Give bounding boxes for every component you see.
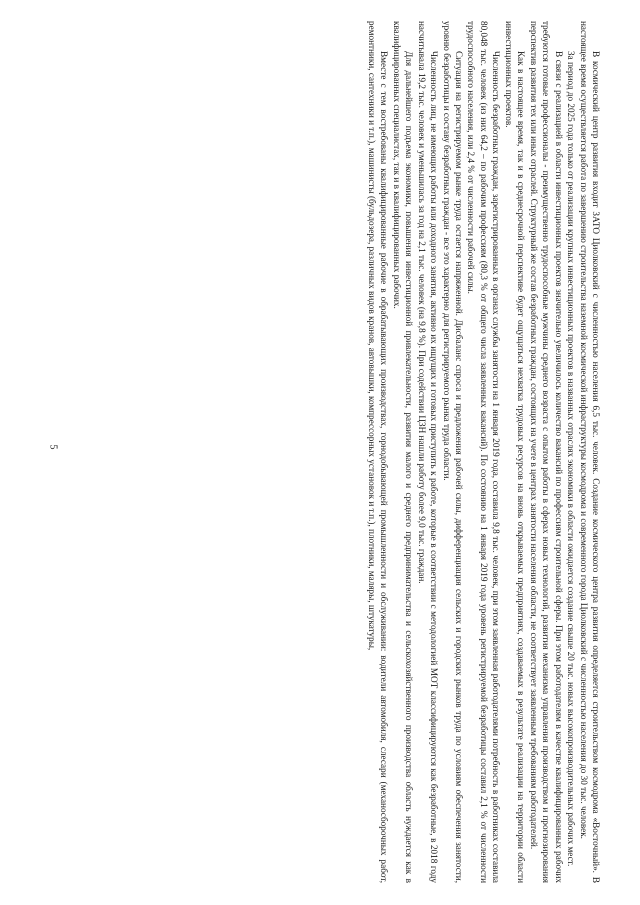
- paragraph-vacancies: В связи с реализацией в области инвестиционных проектов значительно увеличилось количество вакансий по профессиям строительной сферы. При этом работодателям в качестве квалифицированных рабочих требуются готовые профессионалы - преимущественно трудоспособные мужчины среднего возраста с опытом работы в сферах новых технологий, развития механизма управления производством и прогнозирования перспектив развития тех или иных отраслей. Структурный же состав безработных граждан, состоящих на учете в центрах занятости населения области, не соответствует заявленным требованиям работодателей.: [528, 21, 564, 883]
- paragraph-cosmic-center: В космический центр развития входит ЗАТО Циолковский с численностью населения 6,5 тыс. человек. Создание космического центра развития определяется строительством космодрома «Восточный». В настоящее время осуществляется работа по завершению строительства наземной космической инфраструктуры космодрома и современного города Циолковский с численностью населения до 30 тыс. человек.: [578, 21, 601, 883]
- paragraph-labor-shortage: Как в настоящее время, так и в среднесрочной перспективе будет ощущаться нехватка трудовых ресурсов на вновь открываемых предприятиях, создаваемых в результате реализации на территории области инвестиционных проектов.: [503, 21, 527, 883]
- paragraph-unemployment-stats: Численность безработных граждан, зарегистрированных в органах службы занятости на 1 января 2019 года, составила 9,8 тыс. человек, при этом заявленная работодателями потребность в работниках составила 80,048 тыс. человек (из них 64,2 – по рабочим профессиям (80,3 % от общего числа заявленных вакансий). По состоянию на 1 января 2019 года уровень регистрируемой безработицы составил 2,1 % от численности трудоспособного населения, или 2,4 % от численности рабочей силы.: [466, 21, 502, 883]
- paragraph-labor-market: Ситуация на регистрируемом рынке труда остается напряженной. Дисбаланс спроса и предложения рабочей силы, дифференциация сельских и городских рынков труда по условиям обеспечения занятости, уровню безработицы и составу безработных граждан - все это характерно для регистрируемого рынка труда области.: [441, 21, 465, 883]
- page-number: 5: [47, 444, 59, 450]
- rotated-text-block: [78, 21, 602, 883]
- paragraph-skilled-workers: Вместе с тем востребованы квалифицированные рабочие в обрабатывающих производствах, горнодобывающей промышленности и обслуживании: водители автомобиля, слесари (механосборочных работ, ремонтники, сантехники и т.п.), машинисты (бульдозера, различных видов кранов, автовышки, компрессорных установок и т.п.), плотники, маляры, штукатуры,: [366, 21, 390, 883]
- paragraph-jobs-forecast: За период до 2025 года только от реализации крупных инвестиционных проектов в названных отраслях экономики в области ожидается создание свыше 20 тыс. новых высокопроизводительных рабочих мест.: [566, 51, 577, 867]
- paragraph-economic-growth: Для дальнейшего подъема экономики, повышения инвестиционной привлекательности, развития малого и среднего предпринимательства и сельскохозяйственного производства область нуждается как в квалифицированных специалистах, так и в квалифицированных рабочих.: [391, 21, 415, 883]
- paragraph-ilo-unemployed: Численность лиц, не имеющих работы или доходного занятия, активно их ищущих и готовых приступить к работе, которые в соответствии с методологией МОТ классифицируются как безработные, в 2018 году насчитывала 19,2 тыс. человек и уменьшилась за год на 2,1 тыс. человек (на 9,8 %). При содействии ЦЗН нашли работу более 9,0 тыс. граждан.: [416, 21, 440, 883]
